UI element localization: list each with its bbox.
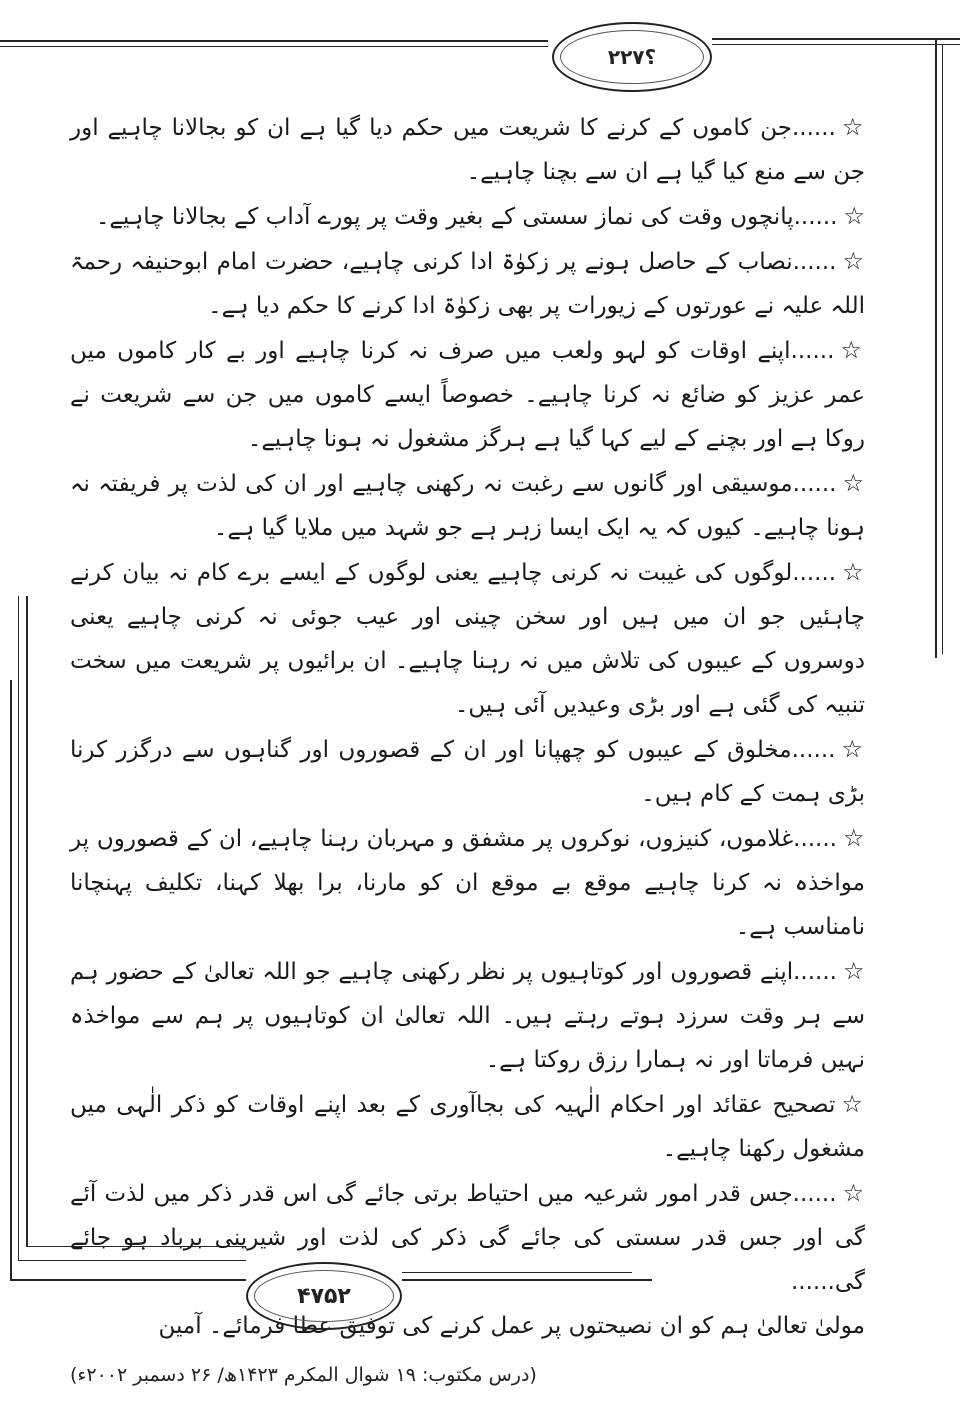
advice-item [70,727,865,816]
source-note: (درس مکتوب: ۱۹ شوال المکرم ۱۴۲۳ھ/ ۲۶ دسمبر ۲۰۰۲ء) [70,1364,537,1386]
frame-line [712,44,960,45]
frame-line [935,38,937,658]
frame-line [26,596,28,1246]
advice-item [70,239,865,328]
frame-line [942,44,943,654]
star-icon: ☆ [843,202,865,230]
frame-line [18,596,19,1260]
star-icon: ☆ [841,735,865,763]
advice-text: ......نصاب کے حاصل ہونے پر زکوٰۃ ادا کرنی چاہیے، حضرت امام ابوحنیفہ رحمۃ اللہ علیہ نے عورتوں کے زیورات پر بھی زکوٰۃ ادا کرنے کا حکم دیا ہے۔ [70,249,865,319]
advice-text: ......پانچوں وقت کی نماز سستی کے بغیر وقت پر پورے آداب کے بجالانا چاہیے۔ [95,204,838,230]
advice-item [70,550,865,727]
star-icon: ☆ [842,1179,866,1207]
advice-text: ......موسیقی اور گانوں سے رغبت نہ رکھنی چاہیے اور ان کی لذت پر فریفتہ نہ ہونا چاہیے۔ کیوں کہ یہ ایک ایسا زہر ہے جو شہد میں ملایا گیا ہے۔ [70,471,865,541]
advice-item [70,1082,865,1171]
advice-text: ......اپنے اوقات کو لہو ولعب میں صرف نہ کرنا چاہیے اور بے کار کاموں میں عمر عزیز کو ضائع نہ کرنا چاہیے۔ خصوصاً ایسے کاموں میں جن سے شریعت نے روکا ہے اور بچنے کے لیے کہا گیا ہے ہرگز مشغول نہ ہونا چاہیے۔ [70,338,865,452]
star-icon: ☆ [842,469,866,497]
advice-item [70,816,865,949]
advice-item [70,1171,865,1304]
star-icon: ☆ [840,336,865,364]
frame-line [10,680,12,1280]
header-ornament-text: ۲۲۷؟ [607,45,657,69]
advice-text: ......غلاموں، کنیزوں، نوکروں پر مشفق و مہربان رہنا چاہیے، ان کے قصوروں پر مواخذہ نہ کرنا چاہیے موقع بے موقع ان کو مارنا، برا بھلا کہنا، تکلیف پہنچانا نامناسب ہے۔ [70,826,865,940]
page-number-ornament [246,1262,402,1330]
advice-item [70,949,865,1082]
page-body [70,105,865,1413]
closing-dua: مولیٰ تعالیٰ ہم کو ان نصیحتوں پر عمل کرنے کی توفیق عطا فرمائے۔ آمین [158,1313,865,1339]
advice-text: ......مخلوق کے عیبوں کو چھپانا اور ان کے قصوروں اور گناہوں سے درگزر کرنا بڑی ہمت کے کام ہیں۔ [70,737,865,807]
star-icon: ☆ [842,247,866,275]
advice-text: تصحیح عقائد اور احکام الٰہیہ کی بجاآوری کے بعد اپنے اوقات کو ذکر الٰہی میں مشغول رکھنا چاہیے۔ [70,1092,865,1162]
star-icon: ☆ [841,1090,866,1118]
advice-text: ......اپنے قصوروں اور کوتاہیوں پر نظر رکھنی چاہیے جو اللہ تعالیٰ کے حضور ہم سے ہر وقت سرزد ہوتے رہتے ہیں۔ اللہ تعالیٰ ان کوتاہیوں پر ہم سے مواخذہ نہیں فرماتا اور نہ ہمارا رزق روکتا ہے۔ [70,959,865,1073]
advice-text: ......جن کاموں کے کرنے کا شریعت میں حکم دیا گیا ہے ان کو بجالانا چاہیے اور جن سے منع کیا گیا ہے ان سے بچنا چاہیے۔ [70,115,865,185]
advice-item [70,461,865,550]
frame-line [712,38,960,40]
star-icon: ☆ [842,558,865,586]
advice-item [70,328,865,461]
page-number: ۴۷۵۲ [297,1283,351,1309]
star-icon: ☆ [841,113,866,141]
header-ornament [552,22,712,92]
star-icon: ☆ [843,957,866,985]
advice-text: ......لوگوں کی غیبت نہ کرنی چاہیے یعنی لوگوں کے ایسے برے کام نہ بیان کرنے چاہئیں جو ان میں ہیں اور سخن چینی اور عیب جوئی نہ کرنی چاہیے یعنی دوسروں کے عیبوں کی تلاش میں نہ رہنا چاہیے۔ ان برائیوں پر شریعت میں سخت تنبیہ کی گئی ہے اور بڑی وعیدیں آئی ہیں۔ [70,560,865,718]
advice-item [70,194,865,239]
star-icon: ☆ [843,824,866,852]
frame-line [0,40,548,42]
advice-text: ......جس قدر امور شرعیہ میں احتیاط برتی جائے گی اس قدر ذکر میں لذت آئے گی اور جس قدر سستی کی جائے گی ذکر کی لذت اور شیرینی برباد ہو جائے گی...... [70,1181,865,1295]
frame-line [0,46,548,47]
advice-item [70,105,865,194]
